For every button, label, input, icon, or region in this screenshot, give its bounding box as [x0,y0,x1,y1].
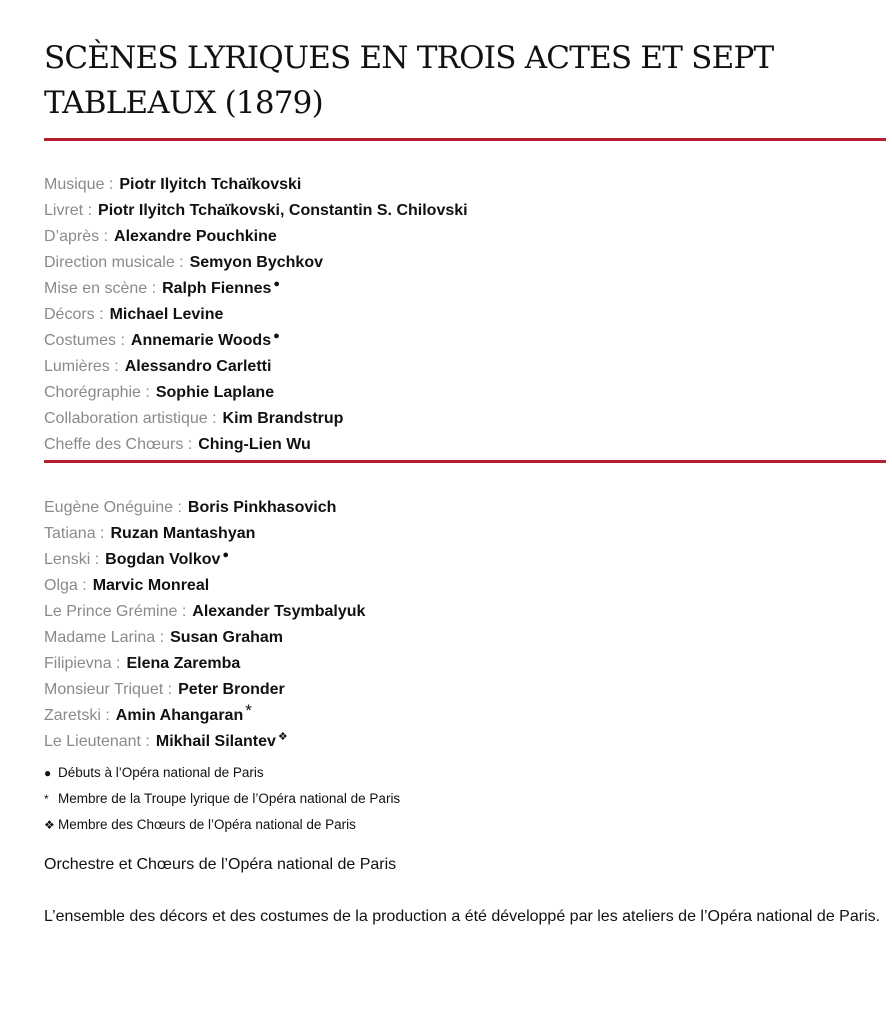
credit-label: Chorégraphie : [44,384,150,401]
choir-mark: ❖ [277,731,288,743]
cast-row [44,620,886,646]
debut-symbol-icon: ● [44,766,52,780]
role-label: Madame Larina : [44,629,165,646]
credit-label: Livret : [44,202,93,219]
troupe-symbol-icon: * [44,792,49,806]
singer-name: Peter Bronder [178,681,285,698]
role-label: Filipievna : [44,655,121,672]
role-label: Le Lieutenant : [44,733,150,750]
credit-label: Costumes : [44,332,125,349]
legend-text: Débuts à l’Opéra national de Paris [58,765,264,780]
page-title: SCÈNES LYRIQUES EN TROIS ACTES ET SEPT TABLEAUX (1879) [44,40,774,121]
legend-item [44,760,886,786]
legend-text: Membre des Chœurs de l’Opéra national de Paris [58,817,356,832]
credit-label: Cheffe des Chœurs : [44,436,193,453]
credit-label: Décors : [44,306,104,323]
singer-name: Mikhail Silantev [155,733,276,750]
cast-row [44,516,886,542]
credit-value: Michael Levine [109,306,224,323]
symbol-legend [44,760,886,838]
credit-value: Piotr Ilyitch Tchaïkovski, Constantin S. Chilovski [98,202,468,219]
cast-row [44,724,886,750]
credit-value: Semyon Bychkov [189,254,323,271]
credits-list [44,167,886,453]
credit-value: Sophie Laplane [155,384,275,401]
legend-text: Membre de la Troupe lyrique de l’Opéra national de Paris [58,791,401,806]
legend-item [44,812,886,838]
role-label: Zaretski : [44,707,110,724]
credit-row [44,401,886,427]
credit-row [44,167,886,193]
debut-mark: ● [273,278,281,290]
credit-label: Mise en scène : [44,280,157,297]
credit-value: Alessandro Carletti [124,358,272,375]
singer-name: Alexander Tsymbalyuk [192,603,366,620]
singer-name: Bogdan Volkov [105,551,221,568]
credit-label: Direction musicale : [44,254,184,271]
singer-name: Amin Ahangaran [115,707,244,724]
credit-row [44,271,886,297]
credit-label: D’après : [44,228,109,245]
credit-label: Musique : [44,176,114,193]
role-label: Eugène Onéguine : [44,499,182,516]
credit-value: Annemarie Woods [130,332,272,349]
credit-row [44,349,886,375]
choir-symbol-icon: ❖ [44,818,55,832]
cast-row [44,646,886,672]
production-note: L’ensemble des décors et des costumes de la production a été développé par les ateliers de l’Opéra national de Paris. [44,908,881,925]
singer-name: Boris Pinkhasovich [187,499,337,516]
credit-row [44,297,886,323]
credit-value: Alexandre Pouchkine [114,228,277,245]
legend-item [44,786,886,812]
credit-value: Ralph Fiennes [162,280,272,297]
credit-row [44,323,886,349]
credit-row [44,193,886,219]
credit-value: Ching-Lien Wu [198,436,311,453]
orchestra-line: Orchestre et Chœurs de l’Opéra national de Paris [44,856,397,873]
credit-row [44,427,886,453]
cast-row [44,594,886,620]
credit-row [44,245,886,271]
debut-mark: ● [273,330,280,342]
troupe-mark: * [245,701,252,720]
debut-mark: ● [222,549,230,561]
singer-name: Susan Graham [170,629,283,646]
role-label: Lenski : [44,551,100,568]
program-page [44,36,886,930]
role-label: Tatiana : [44,525,105,542]
cast-row [44,490,886,516]
cast-row [44,542,886,568]
singer-name: Elena Zaremba [126,655,241,672]
cast-row [44,672,886,698]
singer-name: Ruzan Mantashyan [110,525,256,542]
cast-row [44,568,886,594]
credit-value: Piotr Ilyitch Tchaïkovski [119,176,302,193]
singer-name: Marvic Monreal [92,577,210,594]
credit-value: Kim Brandstrup [222,410,344,427]
role-label: Olga : [44,577,87,594]
credit-label: Collaboration artistique : [44,410,217,427]
credit-row [44,219,886,245]
credit-label: Lumières : [44,358,119,375]
cast-row [44,698,886,724]
cast-list [44,490,886,750]
credit-row [44,375,886,401]
title-divider [44,138,886,141]
role-label: Monsieur Triquet : [44,681,173,698]
section-divider [44,460,886,463]
role-label: Le Prince Grémine : [44,603,187,620]
